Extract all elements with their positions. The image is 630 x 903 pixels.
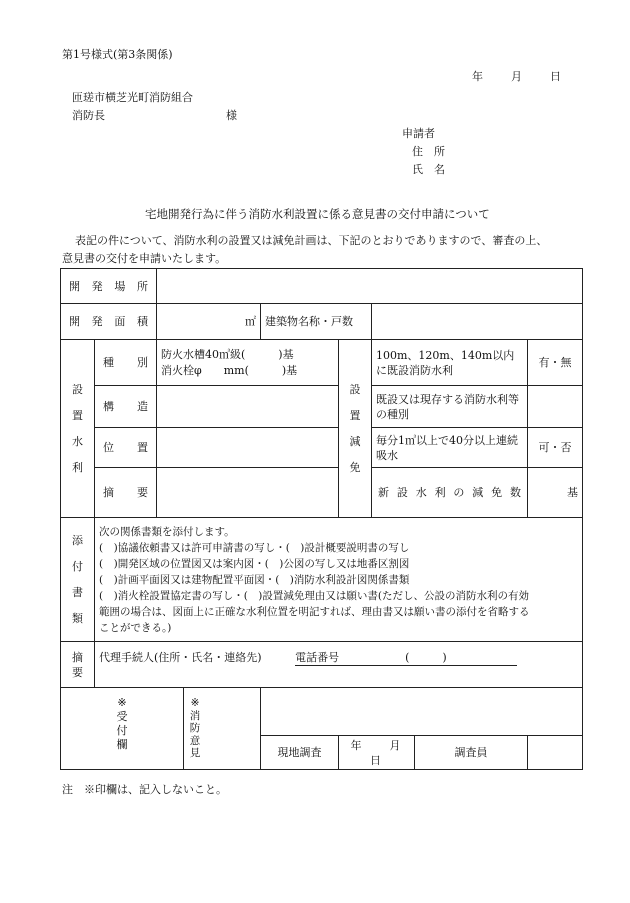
remarks-row bbox=[61, 642, 583, 688]
existing-field[interactable] bbox=[528, 386, 583, 428]
attachment-line[interactable]: ( )開発区域の位置図又は案内図・( )公図の写し又は地番区割図 bbox=[99, 557, 410, 570]
site-field[interactable] bbox=[157, 269, 583, 304]
genmen-vertical-label: 設 置 減 免 bbox=[339, 340, 372, 518]
applicant-name-label: 氏 名 bbox=[412, 163, 445, 176]
application-form-table bbox=[60, 268, 583, 770]
reception-row bbox=[61, 688, 583, 736]
attachments-row bbox=[61, 518, 583, 642]
count-label: 新設水利の減免数 bbox=[378, 486, 521, 499]
area-row bbox=[61, 304, 583, 340]
attachments-vertical-label: 添 付 書 類 bbox=[61, 518, 95, 642]
type-row bbox=[61, 340, 583, 386]
building-label: 建築物名称・戸数 bbox=[261, 304, 372, 340]
agent-label: 代理手続人(住所・氏名・連絡先) bbox=[99, 651, 262, 664]
location-field[interactable] bbox=[157, 428, 339, 468]
opinion-field[interactable] bbox=[261, 688, 583, 736]
setsubi-vertical-label: 設 置 水 利 bbox=[61, 340, 95, 518]
structure-label: 構造 bbox=[103, 400, 148, 413]
area-label: 開発面積 bbox=[69, 315, 148, 328]
type-line-2: 消火栓φ mm( )基 bbox=[161, 363, 298, 377]
attachment-line: ことができる。) bbox=[99, 621, 172, 634]
document-title: 宅地開発行為に伴う消防水利設置に係る意見書の交付申請について bbox=[145, 207, 490, 221]
attachment-line: 範囲の場合は、図面上に正確な水利位置を明記すれば、理由書又は願い書の添付を省略する bbox=[99, 605, 530, 618]
area-unit: ㎡ bbox=[245, 315, 256, 328]
reception-area: ※ 受 付 欄 bbox=[61, 688, 184, 770]
inspector-label: 調査員 bbox=[415, 736, 528, 770]
site-row bbox=[61, 269, 583, 304]
date-line: 年 月 日 bbox=[472, 70, 563, 83]
remarks-field[interactable] bbox=[95, 642, 583, 688]
attachment-line[interactable]: ( )計画平面図又は建物配置平面図・( )消防水利設計図関係書類 bbox=[99, 573, 410, 586]
suction-label: 毎分1㎥以上で40分以上連続吸水 bbox=[372, 428, 528, 468]
building-field[interactable] bbox=[372, 304, 583, 340]
type-field[interactable] bbox=[157, 340, 339, 386]
attachment-line: 次の関係書類を添付します。 bbox=[99, 525, 235, 538]
addressee-honorific: 様 bbox=[226, 109, 237, 122]
type-label: 種別 bbox=[103, 356, 148, 369]
applicant-address-label: 住 所 bbox=[412, 145, 445, 158]
count-unit: 基 bbox=[567, 486, 578, 499]
inspector-field[interactable] bbox=[528, 736, 583, 770]
summary-field[interactable] bbox=[157, 468, 339, 518]
form-number: 第1号様式(第3条関係) bbox=[62, 48, 173, 61]
addressee-title: 消防長 bbox=[72, 109, 105, 122]
structure-field[interactable] bbox=[157, 386, 339, 428]
footer-note: 注 ※印欄は、記入しないこと。 bbox=[62, 783, 227, 796]
existing-label: 既設又は現存する消防水利等の種別 bbox=[372, 386, 528, 428]
count-field[interactable] bbox=[528, 468, 583, 518]
structure-row bbox=[61, 386, 583, 428]
summary-label: 摘要 bbox=[103, 486, 148, 499]
location-row bbox=[61, 428, 583, 468]
survey-label: 現地調査 bbox=[261, 736, 339, 770]
location-label: 位置 bbox=[103, 441, 148, 454]
addressee-org: 匝瑳市横芝光町消防組合 bbox=[72, 91, 193, 104]
phone-label: 電話番号 ( ) bbox=[295, 650, 517, 666]
applicant-label: 申請者 bbox=[402, 127, 435, 140]
intro-line-2: 意見書の交付を申請いたします。 bbox=[62, 252, 227, 265]
survey-date[interactable]: 年 月 日 bbox=[339, 736, 415, 770]
intro-line-1: 表記の件について、消防水利の設置又は減免計画は、下記のとおりでありますので、審査の上、 bbox=[75, 234, 548, 247]
remarks-vertical-label: 摘 要 bbox=[61, 642, 95, 688]
attachment-line[interactable]: ( )協議依頼書又は許可申請書の写し・( )設計概要説明書の写し bbox=[99, 541, 410, 554]
near-value[interactable]: 有・無 bbox=[528, 340, 583, 386]
near-label: 100m、120m、140m以内に既設消防水利 bbox=[372, 340, 528, 386]
site-label: 開発場所 bbox=[69, 279, 148, 293]
opinion-vertical-label: ※ 消 防 意 見 bbox=[184, 688, 261, 770]
summary-row bbox=[61, 468, 583, 518]
attachment-line[interactable]: ( )消火栓設置協定書の写し・( )設置減免理由又は願い書(ただし、公設の消防水利の有効 bbox=[99, 589, 529, 602]
area-field[interactable] bbox=[157, 304, 261, 340]
attachments-list bbox=[95, 518, 583, 642]
type-line-1: 防火水槽40㎥級( )基 bbox=[161, 347, 294, 361]
suction-value[interactable]: 可・否 bbox=[528, 428, 583, 468]
